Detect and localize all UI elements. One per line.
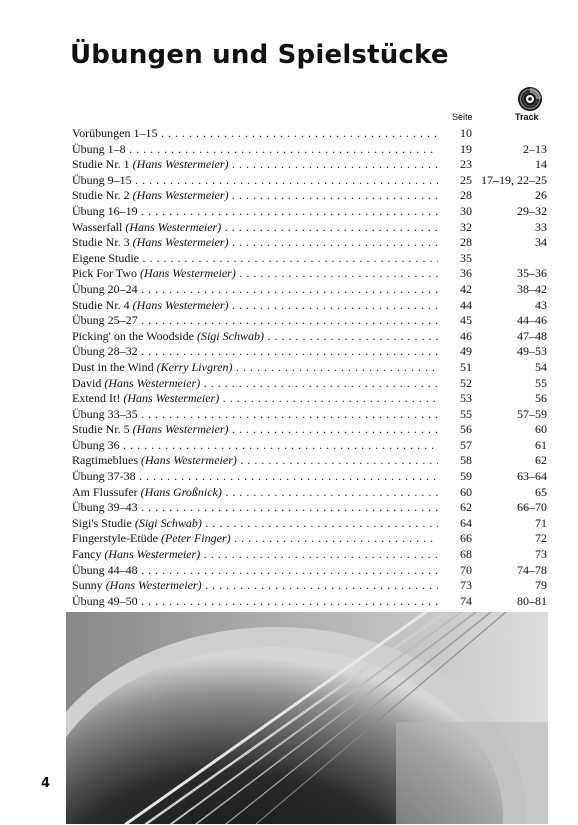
- toc-entry-title: [72, 531, 438, 547]
- track-ref: 73: [535, 547, 547, 562]
- track-ref: 79: [535, 578, 547, 593]
- toc-entry: [72, 563, 547, 579]
- guitar-photo: [66, 612, 548, 824]
- composer: (Peter Finger): [160, 531, 231, 546]
- piece-title: Studie Nr. 1: [72, 157, 133, 172]
- page-ref: 45: [460, 313, 472, 328]
- toc-entry-title: [72, 516, 438, 532]
- piece-title: Übung 33–35: [72, 406, 138, 421]
- toc-entry-title: [72, 438, 438, 454]
- track-ref: 26: [535, 188, 547, 203]
- page-ref: 53: [460, 391, 472, 406]
- composer: (Hans Westermeier): [141, 453, 237, 468]
- toc-entry: [72, 235, 547, 251]
- toc-entry-title: [72, 469, 438, 485]
- composer: (Hans Westermeier): [104, 375, 201, 390]
- page-ref: 57: [460, 437, 472, 452]
- track-ref: 57–59: [517, 406, 547, 421]
- toc-entry: [72, 188, 547, 204]
- toc-entry-title: [72, 578, 438, 594]
- toc-entry-title: [72, 329, 438, 345]
- composer: (Hans Westermeier): [123, 391, 220, 406]
- track-ref: 34: [535, 235, 547, 250]
- piece-title: Übung 36: [72, 437, 120, 452]
- toc-entry: [72, 298, 547, 314]
- piece-title: Pick For Two: [72, 266, 140, 281]
- track-ref: 29–32: [517, 203, 547, 218]
- piece-title: Übung 9–15: [72, 172, 132, 187]
- toc-entry: [72, 578, 547, 594]
- toc-entry: [72, 422, 547, 438]
- page-ref: 62: [460, 500, 472, 515]
- composer: (Hans Westermeier): [132, 235, 229, 250]
- page-ref: 30: [460, 203, 472, 218]
- piece-title: Picking' on the Woodside: [72, 328, 197, 343]
- toc-entry: [72, 376, 547, 392]
- piece-title: Übung 25–27: [72, 313, 138, 328]
- toc-entry: [72, 142, 547, 158]
- table-of-contents: [72, 126, 547, 656]
- toc-entry: [72, 266, 547, 282]
- track-ref: 44–46: [517, 313, 547, 328]
- page-ref: 60: [460, 484, 472, 499]
- composer: (Hans Westermeier): [139, 266, 236, 281]
- toc-entry: [72, 469, 547, 485]
- track-ref: 61: [535, 437, 547, 452]
- toc-entry-title: [72, 282, 438, 298]
- toc-entry: [72, 204, 547, 220]
- page-ref: 46: [460, 328, 472, 343]
- piece-title: Dust in the Wind: [72, 359, 157, 374]
- track-ref: 55: [535, 375, 547, 390]
- piece-title: Übung 28–32: [72, 344, 138, 359]
- page-ref: 66: [460, 531, 472, 546]
- toc-entry: [72, 173, 547, 189]
- piece-title: Übung 37-38: [72, 469, 136, 484]
- page-ref: 28: [460, 188, 472, 203]
- toc-entry-title: [72, 313, 438, 329]
- page-ref: 44: [460, 297, 472, 312]
- track-ref: 65: [535, 484, 547, 499]
- piece-title: Fancy: [72, 547, 105, 562]
- page-ref: 42: [460, 281, 472, 296]
- toc-entry: [72, 126, 547, 142]
- composer: (Hans Westermeier): [132, 422, 229, 437]
- toc-entry-title: [72, 360, 438, 376]
- composer: (Kerry Livgren): [156, 359, 233, 374]
- toc-entry-title: [72, 407, 438, 423]
- track-ref: 80–81: [517, 593, 547, 608]
- toc-entry-title: [72, 422, 438, 438]
- composer: (Sigi Schwab): [196, 328, 264, 343]
- track-ref: 43: [535, 297, 547, 312]
- page-ref: 25: [460, 172, 472, 187]
- track-ref: 66–70: [517, 500, 547, 515]
- toc-entry: [72, 453, 547, 469]
- page-ref: 32: [460, 219, 472, 234]
- page-ref: 19: [460, 141, 472, 156]
- toc-entry: [72, 500, 547, 516]
- toc-entry-title: [72, 157, 438, 173]
- track-ref: 2–13: [523, 141, 547, 156]
- toc-entry: [72, 329, 547, 345]
- toc-entry: [72, 313, 547, 329]
- toc-entry-title: [72, 594, 438, 610]
- toc-entry-title: [72, 547, 438, 563]
- piece-title: Ragtimeblues: [72, 453, 141, 468]
- piece-title: Übung 1–8: [72, 141, 126, 156]
- toc-entry-title: [72, 142, 438, 158]
- piece-title: Fingerstyle-Etüde: [72, 531, 161, 546]
- piece-title: Übung 20–24: [72, 281, 138, 296]
- toc-entry: [72, 531, 547, 547]
- track-ref: 49–53: [517, 344, 547, 359]
- page-ref: 28: [460, 235, 472, 250]
- piece-title: Übung 39–43: [72, 500, 138, 515]
- toc-entry-title: [72, 251, 438, 267]
- piece-title: Am Flussufer: [72, 484, 141, 499]
- track-ref: 63–64: [517, 469, 547, 484]
- track-ref: 35–36: [517, 266, 547, 281]
- track-ref: 71: [535, 515, 547, 530]
- toc-entry-title: [72, 391, 438, 407]
- page-ref: 73: [460, 578, 472, 593]
- composer: (Hans Westermeier): [132, 297, 229, 312]
- page-ref: 10: [460, 126, 472, 140]
- page-ref: 51: [460, 359, 472, 374]
- toc-entry-title: [72, 500, 438, 516]
- toc-entry-title: [72, 220, 438, 236]
- composer: (Hans Westermeier): [132, 188, 229, 203]
- composer: (Sigi Schwab): [134, 515, 202, 530]
- piece-title: David: [72, 375, 105, 390]
- track-column-header: Track: [515, 112, 539, 122]
- track-ref: 56: [535, 391, 547, 406]
- toc-entry-title: [72, 235, 438, 251]
- track-ref: 14: [535, 157, 547, 172]
- composer: (Hans Westermeier): [125, 219, 222, 234]
- composer: (Hans Westermeier): [132, 157, 229, 172]
- page-ref: 36: [460, 266, 472, 281]
- track-ref: 60: [535, 422, 547, 437]
- page-ref: 70: [460, 562, 472, 577]
- track-ref: 54: [535, 359, 547, 374]
- page-ref: 74: [460, 593, 472, 608]
- piece-title: Übung 16–19: [72, 203, 138, 218]
- toc-entry-title: [72, 298, 438, 314]
- toc-entry: [72, 360, 547, 376]
- track-ref: 72: [535, 531, 547, 546]
- toc-entry-title: [72, 126, 438, 142]
- page-ref: 52: [460, 375, 472, 390]
- piece-title: Sunny: [72, 578, 106, 593]
- toc-entry-title: [72, 173, 438, 189]
- page-ref: 58: [460, 453, 472, 468]
- composer: (Hans Westermeier): [104, 547, 201, 562]
- track-ref: 17–19, 22–25: [481, 172, 547, 187]
- track-ref: 74–78: [517, 562, 547, 577]
- toc-entry-title: [72, 344, 438, 360]
- track-ref: 47–48: [517, 328, 547, 343]
- toc-entry: [72, 282, 547, 298]
- composer: (Hans Großnick): [140, 484, 222, 499]
- page-ref: 64: [460, 515, 472, 530]
- page-ref: 68: [460, 547, 472, 562]
- piece-title: Studie Nr. 2: [72, 188, 133, 203]
- page-ref: 55: [460, 406, 472, 421]
- toc-entry: [72, 251, 547, 267]
- track-ref: 33: [535, 219, 547, 234]
- piece-title: Übung 44–48: [72, 562, 138, 577]
- toc-entry-title: [72, 485, 438, 501]
- toc-entry: [72, 547, 547, 563]
- page-ref: 35: [460, 250, 472, 265]
- toc-entry: [72, 220, 547, 236]
- toc-entry: [72, 594, 547, 610]
- piece-title: Extend It!: [72, 391, 124, 406]
- toc-entry: [72, 344, 547, 360]
- page-ref: 59: [460, 469, 472, 484]
- page-column-header: Seite: [452, 112, 473, 122]
- cd-icon: [517, 86, 543, 112]
- toc-entry: [72, 516, 547, 532]
- piece-title: Studie Nr. 4: [72, 297, 133, 312]
- toc-entry: [72, 391, 547, 407]
- page-number: 4: [41, 776, 51, 791]
- toc-entry-title: [72, 266, 438, 282]
- piece-title: Sigi's Studie: [72, 515, 135, 530]
- track-ref: 62: [535, 453, 547, 468]
- toc-entry-title: [72, 204, 438, 220]
- page-ref: 49: [460, 344, 472, 359]
- toc-entry: [72, 157, 547, 173]
- piece-title: Übung 49–50: [72, 593, 138, 608]
- piece-title: Wasserfall: [72, 219, 126, 234]
- piece-title: Studie Nr. 5: [72, 422, 133, 437]
- piece-title: Studie Nr. 3: [72, 235, 133, 250]
- toc-entry-title: [72, 376, 438, 392]
- piece-title: Vorübungen 1–15: [72, 126, 158, 140]
- composer: (Hans Westermeier): [105, 578, 202, 593]
- toc-entry: [72, 407, 547, 423]
- piece-title: Eigene Studie: [72, 250, 139, 265]
- track-ref: 38–42: [517, 281, 547, 296]
- toc-entry: [72, 485, 547, 501]
- page-ref: 23: [460, 157, 472, 172]
- toc-entry-title: [72, 453, 438, 469]
- page-title: Übungen und Spielstücke: [70, 40, 449, 70]
- toc-entry-title: [72, 188, 438, 204]
- page-ref: 56: [460, 422, 472, 437]
- toc-entry-title: [72, 563, 438, 579]
- toc-entry: [72, 438, 547, 454]
